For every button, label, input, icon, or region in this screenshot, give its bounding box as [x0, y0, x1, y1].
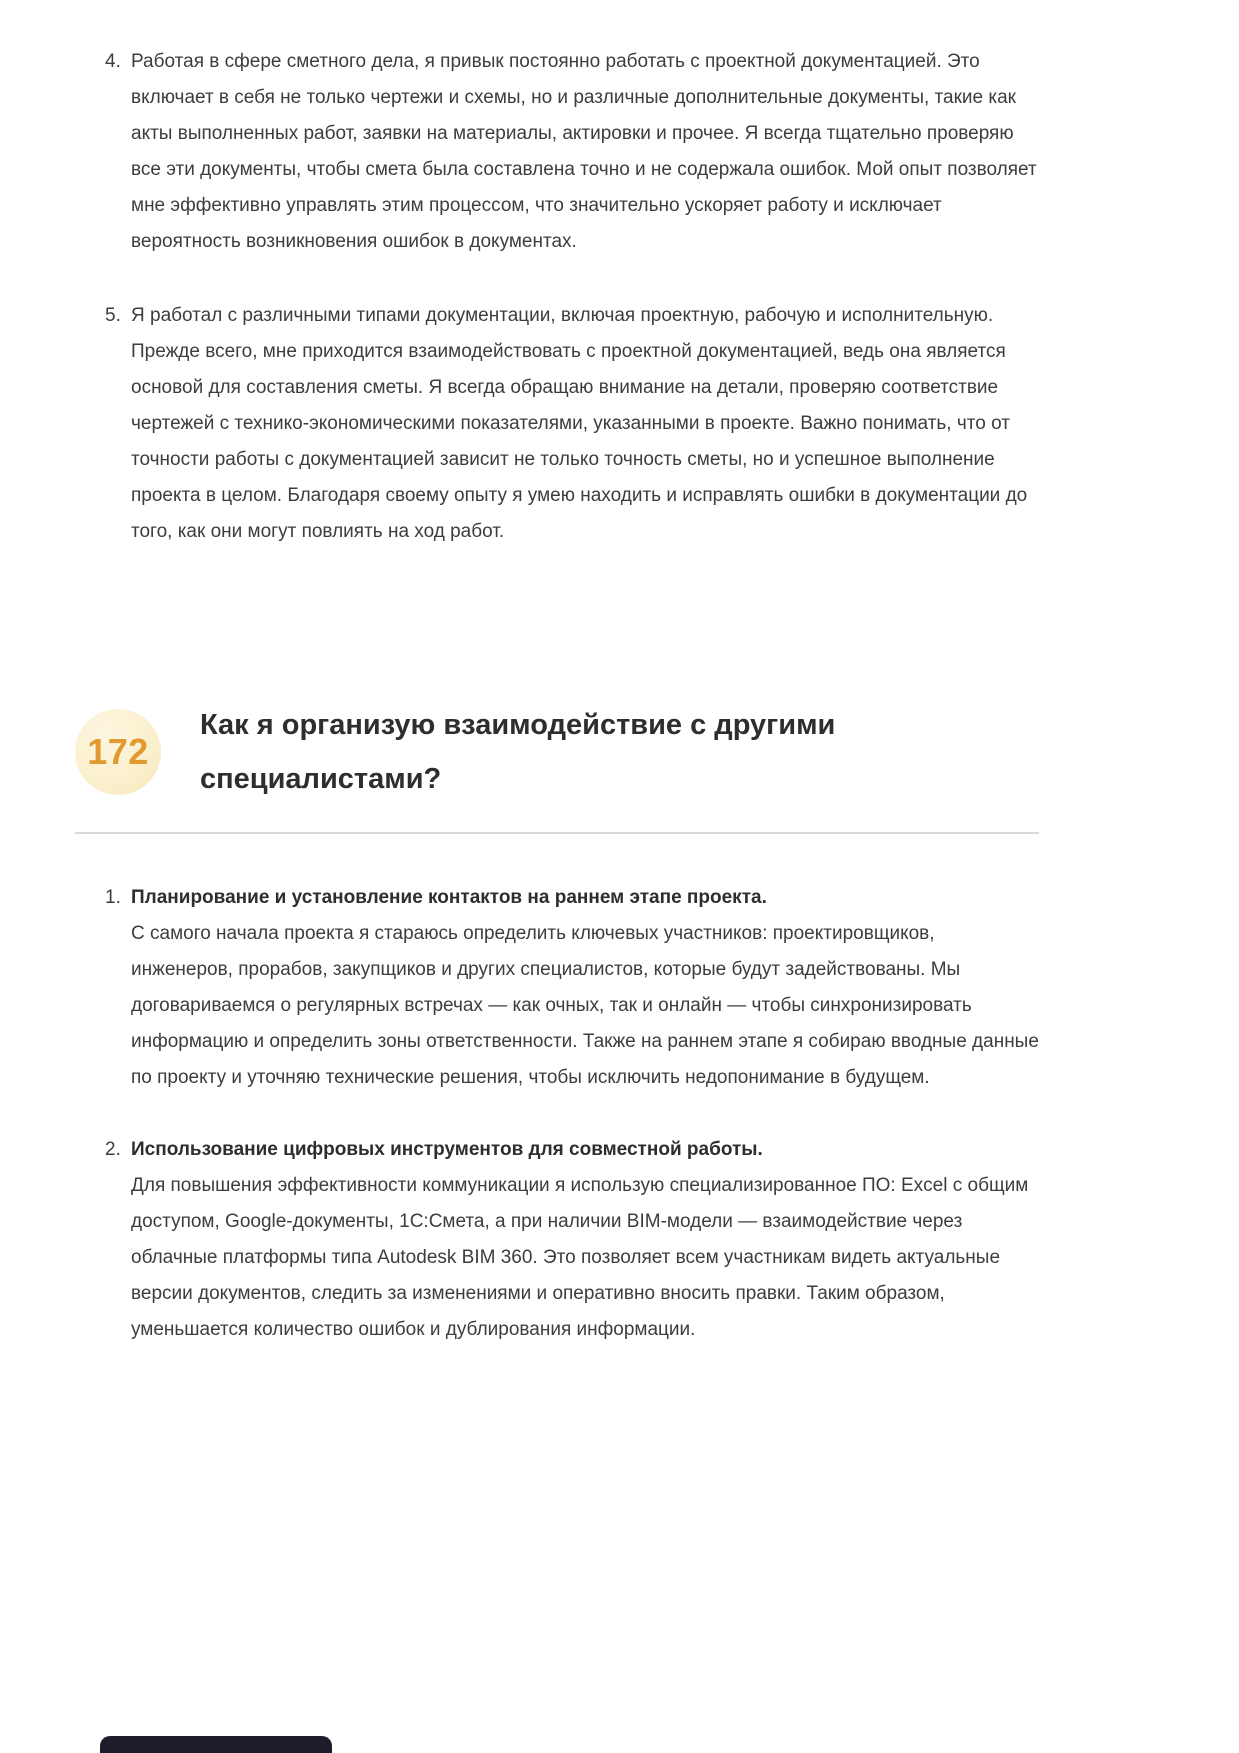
- list-item-text: С самого начала проекта я стараюсь определить ключевых участников: проектировщиков, инженеров, прорабов, закупщиков и других специалистов, которые будут задействованы. Мы договариваемся о регулярных встречах — как очных, так и онлайн — чтобы синхронизировать информацию и определить зоны ответственности. Также на раннем этапе я собираю вводные данные по проекту и уточняю технические решения, чтобы исключить недопонимание в будущем.: [131, 923, 1039, 1088]
- list-item-text: Для повышения эффективности коммуникации я использую специализированное ПО: Excel с общим доступом, Google-документы, 1С:Смета, а при наличии BIM-модели — взаимодействие через облачные платформы типа Autodesk BIM 360. Это позволяет всем участникам видеть актуальные версии документов, следить за изменениями и оперативно вносить правки. Таким образом, уменьшается количество ошибок и дублирования информации.: [131, 1175, 1029, 1340]
- list-item-lead: Использование цифровых инструментов для совместной работы.: [131, 1139, 763, 1160]
- list-item-number: 5.: [105, 305, 121, 326]
- question-number: 172: [87, 731, 149, 772]
- list-item-lead: Планирование и установление контактов на раннем этапе проекта.: [131, 887, 767, 908]
- partial-dark-block: [100, 1736, 332, 1753]
- list-item: [105, 880, 1039, 1096]
- list-item: [105, 44, 1039, 260]
- numbered-list-answer: [75, 880, 1039, 1348]
- list-item-number: 1.: [105, 887, 121, 908]
- list-item: [105, 298, 1039, 550]
- list-item-number: 2.: [105, 1139, 121, 1160]
- list-item-number: 4.: [105, 51, 121, 72]
- numbered-list-top: [75, 44, 1039, 550]
- list-item-text: Я работал с различными типами документации, включая проектную, рабочую и исполнительную. Прежде всего, мне приходится взаимодействовать с проектной документацией, ведь она является основой для составления сметы. Я всегда обращаю внимание на детали, проверяю соответствие чертежей с технико-экономическими показателями, указанными в проекте. Важно понимать, что от точности работы с документацией зависит не только точность сметы, но и успешное выполнение проекта в целом. Благодаря своему опыту я умею находить и исправлять ошибки в документации до того, как они могут повлиять на ход работ.: [131, 305, 1028, 542]
- section-divider: [75, 832, 1039, 834]
- list-item: [105, 1132, 1039, 1348]
- question-number-badge: [75, 709, 161, 795]
- list-item-body: [131, 880, 1039, 1096]
- list-item-body: [131, 298, 1039, 550]
- question-title: Как я организую взаимодействие с другими специалистами?: [200, 709, 836, 795]
- list-item-body: [131, 44, 1039, 260]
- question-header: [75, 694, 1039, 810]
- list-item-body: [131, 1132, 1039, 1348]
- list-item-text: Работая в сфере сметного дела, я привык постоянно работать с проектной документацией. Это включает в себя не только чертежи и схемы, но и различные дополнительные документы, такие как акты выполненных работ, заявки на материалы, актировки и прочее. Я всегда тщательно проверяю все эти документы, чтобы смета была составлена точно и не содержала ошибок. Мой опыт позволяет мне эффективно управлять этим процессом, что значительно ускоряет работу и исключает вероятность возникновения ошибок в документах.: [131, 51, 1037, 252]
